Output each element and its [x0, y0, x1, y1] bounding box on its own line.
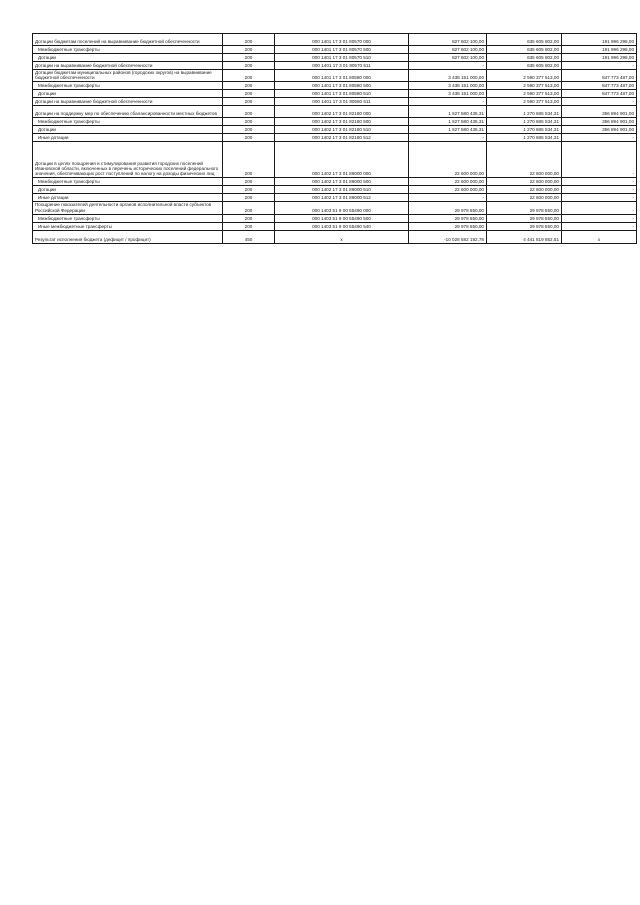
row-kbk: 000 1403 51 9 00 55490 540 [275, 222, 409, 230]
row-name: Результат исполнения бюджета (дефицит / профицит) [33, 230, 223, 243]
row-code: 200 [223, 194, 275, 202]
row-name: Дотации на поддержку мер по обеспечению сбалансированности местных бюджетов [33, 106, 223, 118]
row-executed: 1 270 685 534,31 [487, 126, 562, 134]
row-executed: 635 605 802,00 [487, 34, 562, 46]
row-kbk: 000 1402 17 3 01 82180 512 [275, 134, 409, 142]
row-unexecuted: - [562, 142, 637, 178]
row-name: Межбюджетные трансферты [33, 46, 223, 54]
table-row [33, 134, 637, 142]
row-executed: 22 600 000,00 [487, 194, 562, 202]
row-approved: 3 438 151 000,00 [409, 70, 487, 82]
row-unexecuted: - [562, 98, 637, 106]
row-approved: 22 600 000,00 [409, 142, 487, 178]
row-kbk: 000 1401 17 3 01 80580 000 [275, 70, 409, 82]
row-executed: 1 270 685 534,31 [487, 118, 562, 126]
row-approved: - [409, 62, 487, 70]
row-executed: 4 441 819 852,51 [487, 230, 562, 243]
row-kbk: 000 1402 17 3 01 86000 510 [275, 186, 409, 194]
row-executed: 635 605 802,00 [487, 62, 562, 70]
row-name: Дотации бюджетам муниципальных районов (городских округов) на выравнивание бюджетной обеспеченности [33, 70, 223, 82]
row-unexecuted: - [562, 62, 637, 70]
row-name: Межбюджетные трансферты [33, 118, 223, 126]
row-approved: 22 600 000,00 [409, 178, 487, 186]
row-code: 200 [223, 54, 275, 62]
row-kbk: 000 1402 17 3 01 86000 512 [275, 194, 409, 202]
row-approved: -10 028 582 192,78 [409, 230, 487, 243]
row-unexecuted: 191 996 298,00 [562, 54, 637, 62]
table-row [33, 186, 637, 194]
row-name: Межбюджетные трансферты [33, 82, 223, 90]
row-code: 200 [223, 106, 275, 118]
table-row [33, 214, 637, 222]
row-code: 200 [223, 186, 275, 194]
row-code: 200 [223, 70, 275, 82]
row-name: Дотации на выравнивание бюджетной обеспеченности [33, 98, 223, 106]
row-code: 200 [223, 222, 275, 230]
row-kbk: 000 1402 17 3 01 86000 000 [275, 142, 409, 178]
row-unexecuted: 191 996 298,00 [562, 34, 637, 46]
row-name: Дотации бюджетам поселений на выравнивание бюджетной обеспеченности [33, 34, 223, 46]
row-code: 450 [223, 230, 275, 243]
row-kbk: 000 1402 17 3 01 82180 500 [275, 118, 409, 126]
row-unexecuted: 847 773 487,00 [562, 82, 637, 90]
row-approved: - [409, 134, 487, 142]
row-approved: 29 978 550,00 [409, 202, 487, 214]
row-executed: 1 270 685 534,31 [487, 134, 562, 142]
row-kbk: 000 1402 17 3 01 86000 500 [275, 178, 409, 186]
row-approved: 22 600 000,00 [409, 186, 487, 194]
row-kbk: 000 1402 17 3 01 82180 000 [275, 106, 409, 118]
table-row [33, 46, 637, 54]
row-code: 200 [223, 142, 275, 178]
row-unexecuted: 847 773 487,00 [562, 90, 637, 98]
row-kbk: 000 1401 17 3 01 80580 510 [275, 90, 409, 98]
row-code: 200 [223, 134, 275, 142]
table-row [33, 62, 637, 70]
table-row [33, 118, 637, 126]
row-unexecuted: 191 996 298,00 [562, 46, 637, 54]
row-unexecuted: - [562, 214, 637, 222]
row-name: Дотации в целях поощрения и стимулирования развития городских поселений Ивановской области, включенных в перечень исторических поселений федерального значения, обеспечивающих рост поступлений по налогу на доходы физических лиц [33, 142, 223, 178]
row-kbk: 000 1403 51 9 00 55490 000 [275, 202, 409, 214]
table-row [33, 82, 637, 90]
row-approved: 827 602 100,00 [409, 54, 487, 62]
budget-execution-table [32, 33, 637, 244]
row-unexecuted: - [562, 134, 637, 142]
table-row [33, 222, 637, 230]
row-executed: 22 600 000,00 [487, 142, 562, 178]
table-row [33, 54, 637, 62]
row-kbk: 000 1401 17 3 01 80580 511 [275, 98, 409, 106]
row-approved: 1 627 580 435,31 [409, 106, 487, 118]
row-code: 200 [223, 118, 275, 126]
row-code: 200 [223, 178, 275, 186]
row-executed: 2 590 377 513,00 [487, 70, 562, 82]
row-unexecuted: - [562, 186, 637, 194]
row-unexecuted: 847 773 487,00 [562, 70, 637, 82]
row-approved: 827 602 100,00 [409, 46, 487, 54]
row-name: Дотации [33, 54, 223, 62]
row-approved: - [409, 194, 487, 202]
row-unexecuted: - [562, 178, 637, 186]
row-name: Иные дотации [33, 194, 223, 202]
row-approved: 29 978 550,00 [409, 222, 487, 230]
row-name: Дотации [33, 126, 223, 134]
row-unexecuted: - [562, 194, 637, 202]
row-approved: 29 978 550,00 [409, 214, 487, 222]
row-executed: 22 600 000,00 [487, 186, 562, 194]
row-kbk: 000 1401 17 3 01 80570 511 [275, 62, 409, 70]
row-code: 200 [223, 98, 275, 106]
row-executed: 635 605 802,00 [487, 54, 562, 62]
table-row [33, 178, 637, 186]
table-row [33, 230, 637, 243]
row-name: Межбюджетные трансферты [33, 178, 223, 186]
row-approved: 827 602 100,00 [409, 34, 487, 46]
row-kbk: 000 1403 51 9 00 55490 500 [275, 214, 409, 222]
row-approved: 3 438 151 000,00 [409, 82, 487, 90]
row-unexecuted: 356 894 901,00 [562, 118, 637, 126]
row-code: 200 [223, 126, 275, 134]
table-row [33, 142, 637, 178]
row-approved: 1 627 580 435,31 [409, 118, 487, 126]
row-code: 200 [223, 202, 275, 214]
table-row [33, 34, 637, 46]
row-executed: 2 590 377 513,00 [487, 98, 562, 106]
table-row [33, 98, 637, 106]
row-unexecuted: - [562, 202, 637, 214]
table-row [33, 106, 637, 118]
table-row [33, 126, 637, 134]
row-unexecuted: 356 894 901,00 [562, 126, 637, 134]
row-unexecuted: - [562, 222, 637, 230]
row-approved: 1 627 580 435,31 [409, 126, 487, 134]
row-kbk: 000 1401 17 3 01 80580 500 [275, 82, 409, 90]
row-kbk: 000 1401 17 3 01 80570 510 [275, 54, 409, 62]
row-kbk: x [275, 230, 409, 243]
table-body [33, 34, 637, 244]
table-row [33, 70, 637, 82]
table-row [33, 90, 637, 98]
row-name: Дотации на выравнивание бюджетной обеспеченности [33, 62, 223, 70]
row-executed: 29 978 550,00 [487, 222, 562, 230]
row-name: Поощрение показателей деятельности органов исполнительной власти субъектов Российской Федерации [33, 202, 223, 214]
row-kbk: 000 1401 17 3 01 80570 500 [275, 46, 409, 54]
row-code: 200 [223, 82, 275, 90]
row-executed: 1 270 685 534,31 [487, 106, 562, 118]
row-name: Межбюджетные трансферты [33, 214, 223, 222]
row-name: Иные межбюджетные трансферты [33, 222, 223, 230]
row-executed: 29 978 550,00 [487, 202, 562, 214]
row-code: 200 [223, 34, 275, 46]
row-code: 200 [223, 46, 275, 54]
row-executed: 635 605 802,00 [487, 46, 562, 54]
row-code: 200 [223, 90, 275, 98]
table-row [33, 202, 637, 214]
row-approved: 3 438 151 000,00 [409, 90, 487, 98]
row-kbk: 000 1401 17 3 01 80570 000 [275, 34, 409, 46]
row-executed: 2 590 377 513,00 [487, 82, 562, 90]
row-name: Дотации [33, 90, 223, 98]
row-name: Иные дотации [33, 134, 223, 142]
row-executed: 29 978 550,00 [487, 214, 562, 222]
row-code: 200 [223, 62, 275, 70]
row-executed: 2 590 377 513,00 [487, 90, 562, 98]
row-code: 200 [223, 214, 275, 222]
row-executed: 22 600 000,00 [487, 178, 562, 186]
row-name: Дотации [33, 186, 223, 194]
row-unexecuted: x [562, 230, 637, 243]
row-unexecuted: 356 894 901,00 [562, 106, 637, 118]
row-kbk: 000 1402 17 3 01 82180 510 [275, 126, 409, 134]
row-approved: - [409, 98, 487, 106]
table-row [33, 194, 637, 202]
